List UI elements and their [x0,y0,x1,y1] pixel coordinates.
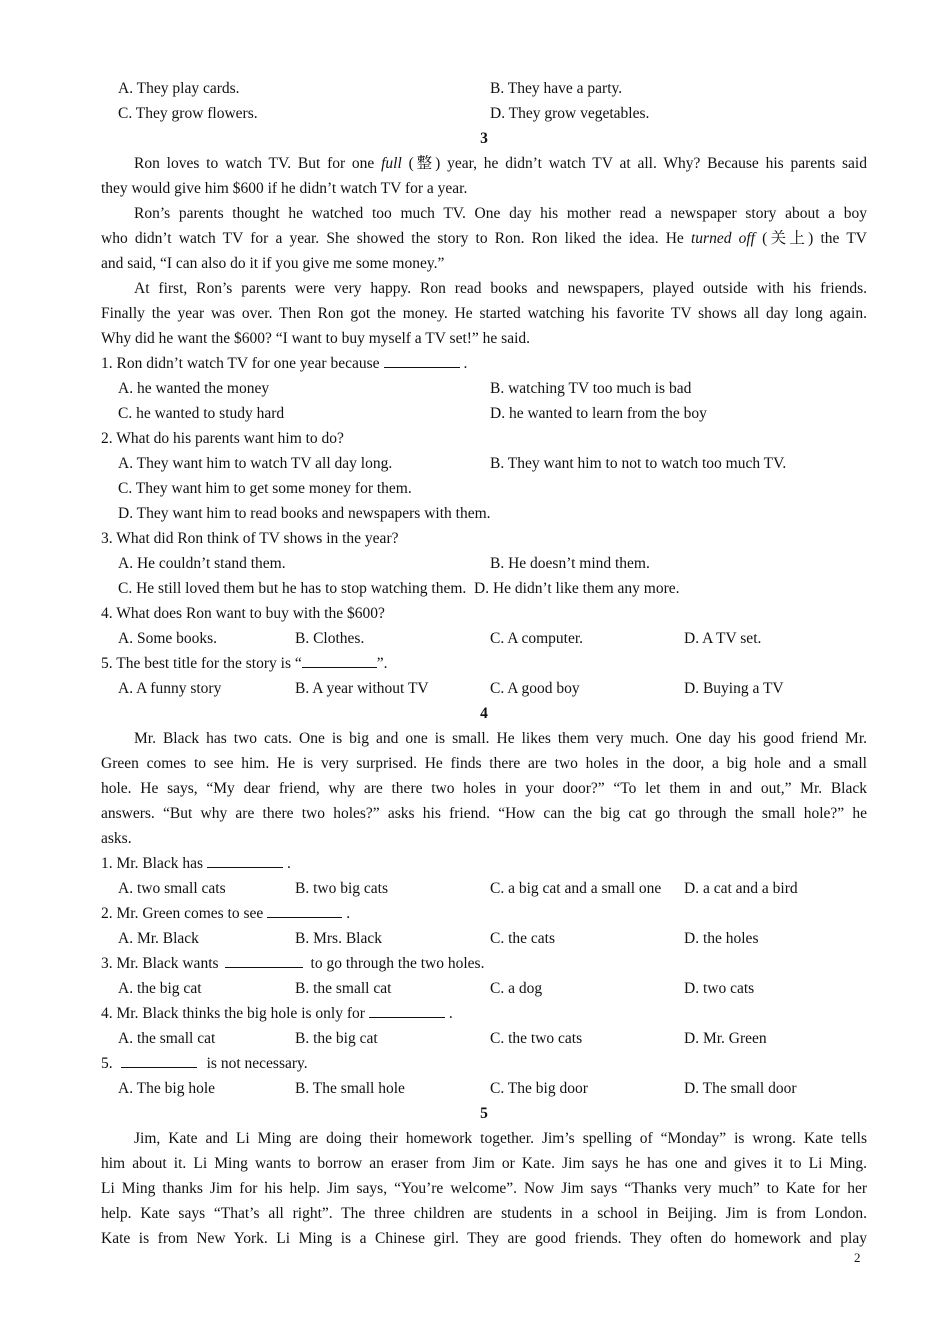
prev-options-row-2 [101,101,867,126]
option: D. a cat and a bird [684,880,798,897]
option: C. a dog [490,980,543,997]
option: C. The big door [490,1080,588,1097]
option: C. he wanted to study hard [118,405,285,422]
question-stem: 2. What do his parents want him to do? [101,430,344,447]
question-stem: 1. Ron didn’t watch TV for one year because . [101,351,867,376]
passage-paragraph [101,1126,867,1251]
section-number: 3 [480,130,488,147]
option: D. The small door [684,1080,797,1097]
answer-blank [121,1051,197,1068]
option: A. He couldn’t stand them. [118,555,286,572]
option: C. a big cat and a small one [490,880,662,897]
paragraph-line: they would give him $600 if he didn’t watch TV for a year. [101,180,468,197]
paragraph-line: At first, Ron’s parents were very happy. Ron read books and newspapers, played outside with his friends. [134,280,867,297]
paragraph-line: asks. [101,830,132,847]
option: C. the two cats [490,1030,583,1047]
prev-options-row-1 [101,76,867,101]
passage-paragraph [101,276,867,351]
options-row [101,676,867,701]
option: A. the big cat [118,980,202,997]
options-row [101,926,867,951]
paragraph-line: and said, “I can also do it if you give me some money.” [101,255,445,272]
option: B. the small cat [295,980,392,997]
option: B. They want him to not to watch too much TV. [490,455,787,472]
passage-paragraph [101,151,867,201]
option: D. Buying a TV [684,680,784,697]
options-row [101,1076,867,1101]
passage-paragraph [101,726,867,851]
option: B. the big cat [295,1030,378,1047]
question-stem: 4. What does Ron want to buy with the $600? [101,605,385,622]
answer-blank [369,1001,445,1018]
paragraph-line: Li Ming thanks Jim for his help. Jim says, “You’re welcome”. Now Jim says “Thanks very much” to Kate for her [101,1180,867,1197]
option: A. A funny story [118,680,222,697]
answer-blank [302,651,377,668]
option: A. the small cat [118,1030,216,1047]
option: D. They want him to read books and newspapers with them. [118,505,491,522]
paragraph-line: him about it. Li Ming wants to borrow an eraser from Jim or Kate. Jim says he has one and gives it to Li Ming. [101,1155,867,1172]
option: A. The big hole [118,1080,216,1097]
question-stem: 5. The best title for the story is “ ”. [101,651,867,676]
option: C. They grow flowers. [118,105,258,122]
paragraph-line: Kate is from New York. Li Ming is a Chinese girl. They are good friends. They often do homework and play [101,1230,867,1247]
paragraph-line: Green comes to see him. He is very surprised. He finds there are two holes in the door, a big hole and a small [101,755,867,772]
option: B. The small hole [295,1080,405,1097]
option: A. Some books. [118,630,218,647]
answer-blank [225,951,303,968]
options-row [101,451,867,476]
options-row [101,876,867,901]
option: C. He still loved them but he has to stop watching them. D. He didn’t like them any more. [118,580,680,597]
paragraph-line: Finally the year was over. Then Ron got the money. He started watching his favorite TV shows all day long again. [101,305,867,322]
question-stem: 2. Mr. Green comes to see . [101,901,867,926]
option: C. They want him to get some money for them. [118,480,412,497]
option: B. two big cats [295,880,388,897]
question-stem: 3. Mr. Black wants to go through the two holes. [101,951,867,976]
option: B. He doesn’t mind them. [490,555,650,572]
option: C. the cats [490,930,555,947]
paragraph-line: Why did he want the $600? “I want to buy myself a TV set!” he said. [101,330,531,347]
option: A. Mr. Black [118,930,199,947]
option: A. he wanted the money [118,380,270,397]
passage-paragraph [101,201,867,276]
options-row [101,976,867,1001]
question-stem: 5. is not necessary. [101,1051,867,1076]
option: D. he wanted to learn from the boy [490,405,707,422]
page-number: 2 [854,1250,861,1265]
section-number: 4 [480,705,488,722]
paragraph-line: Ron’s parents thought he watched too much TV. One day his mother read a newspaper story about a boy [134,205,867,222]
option: C. A good boy [490,680,580,697]
paragraph-line: hole. He says, “My dear friend, why are there two holes in your door?” “To let them in and out,” Mr. Black [101,780,867,797]
paragraph-line: help. Kate says “That’s all right”. The three children are students in a school in Beijing. Jim is from London. [101,1205,867,1222]
option: B. Mrs. Black [295,930,382,947]
option: D. two cats [684,980,755,997]
section-number: 5 [480,1105,488,1122]
option: A. They want him to watch TV all day long. [118,455,393,472]
option: B. Clothes. [295,630,365,647]
question-stem: 3. What did Ron think of TV shows in the year? [101,530,399,547]
option: D. Mr. Green [684,1030,767,1047]
option: D. A TV set. [684,630,762,647]
option: D. the holes [684,930,759,947]
option: B. watching TV too much is bad [490,380,692,397]
paragraph-line: Mr. Black has two cats. One is big and one is small. He likes them very much. One day his good friend Mr. [134,730,867,747]
answer-blank [207,851,283,868]
option: B. A year without TV [295,680,429,697]
options-row [101,551,867,576]
paragraph-line: Ron loves to watch TV. But for one full (整) year, he didn’t watch TV at all. Why? Because his parents said [134,155,867,172]
options-row [101,401,867,426]
paragraph-line: answers. “But why are there two holes?” asks his friend. “How can the big cat go through the small hole?” he [101,805,867,822]
answer-blank [384,351,460,368]
question-stem: 4. Mr. Black thinks the big hole is only for . [101,1001,867,1026]
options-row [101,376,867,401]
option: B. They have a party. [490,80,623,97]
paragraph-line: who didn’t watch TV for a year. She showed the story to Ron. Ron liked the idea. He turned off (关上) the TV [101,230,867,247]
options-row [101,626,867,651]
option: C. A computer. [490,630,583,647]
options-row [101,1026,867,1051]
option: A. They play cards. [118,80,240,97]
answer-blank [267,901,342,918]
option: A. two small cats [118,880,226,897]
worksheet-page [101,76,867,1251]
option: D. They grow vegetables. [490,105,650,122]
question-stem: 1. Mr. Black has . [101,851,867,876]
paragraph-line: Jim, Kate and Li Ming are doing their homework together. Jim’s spelling of “Monday” is wrong. Kate tells [134,1130,867,1147]
